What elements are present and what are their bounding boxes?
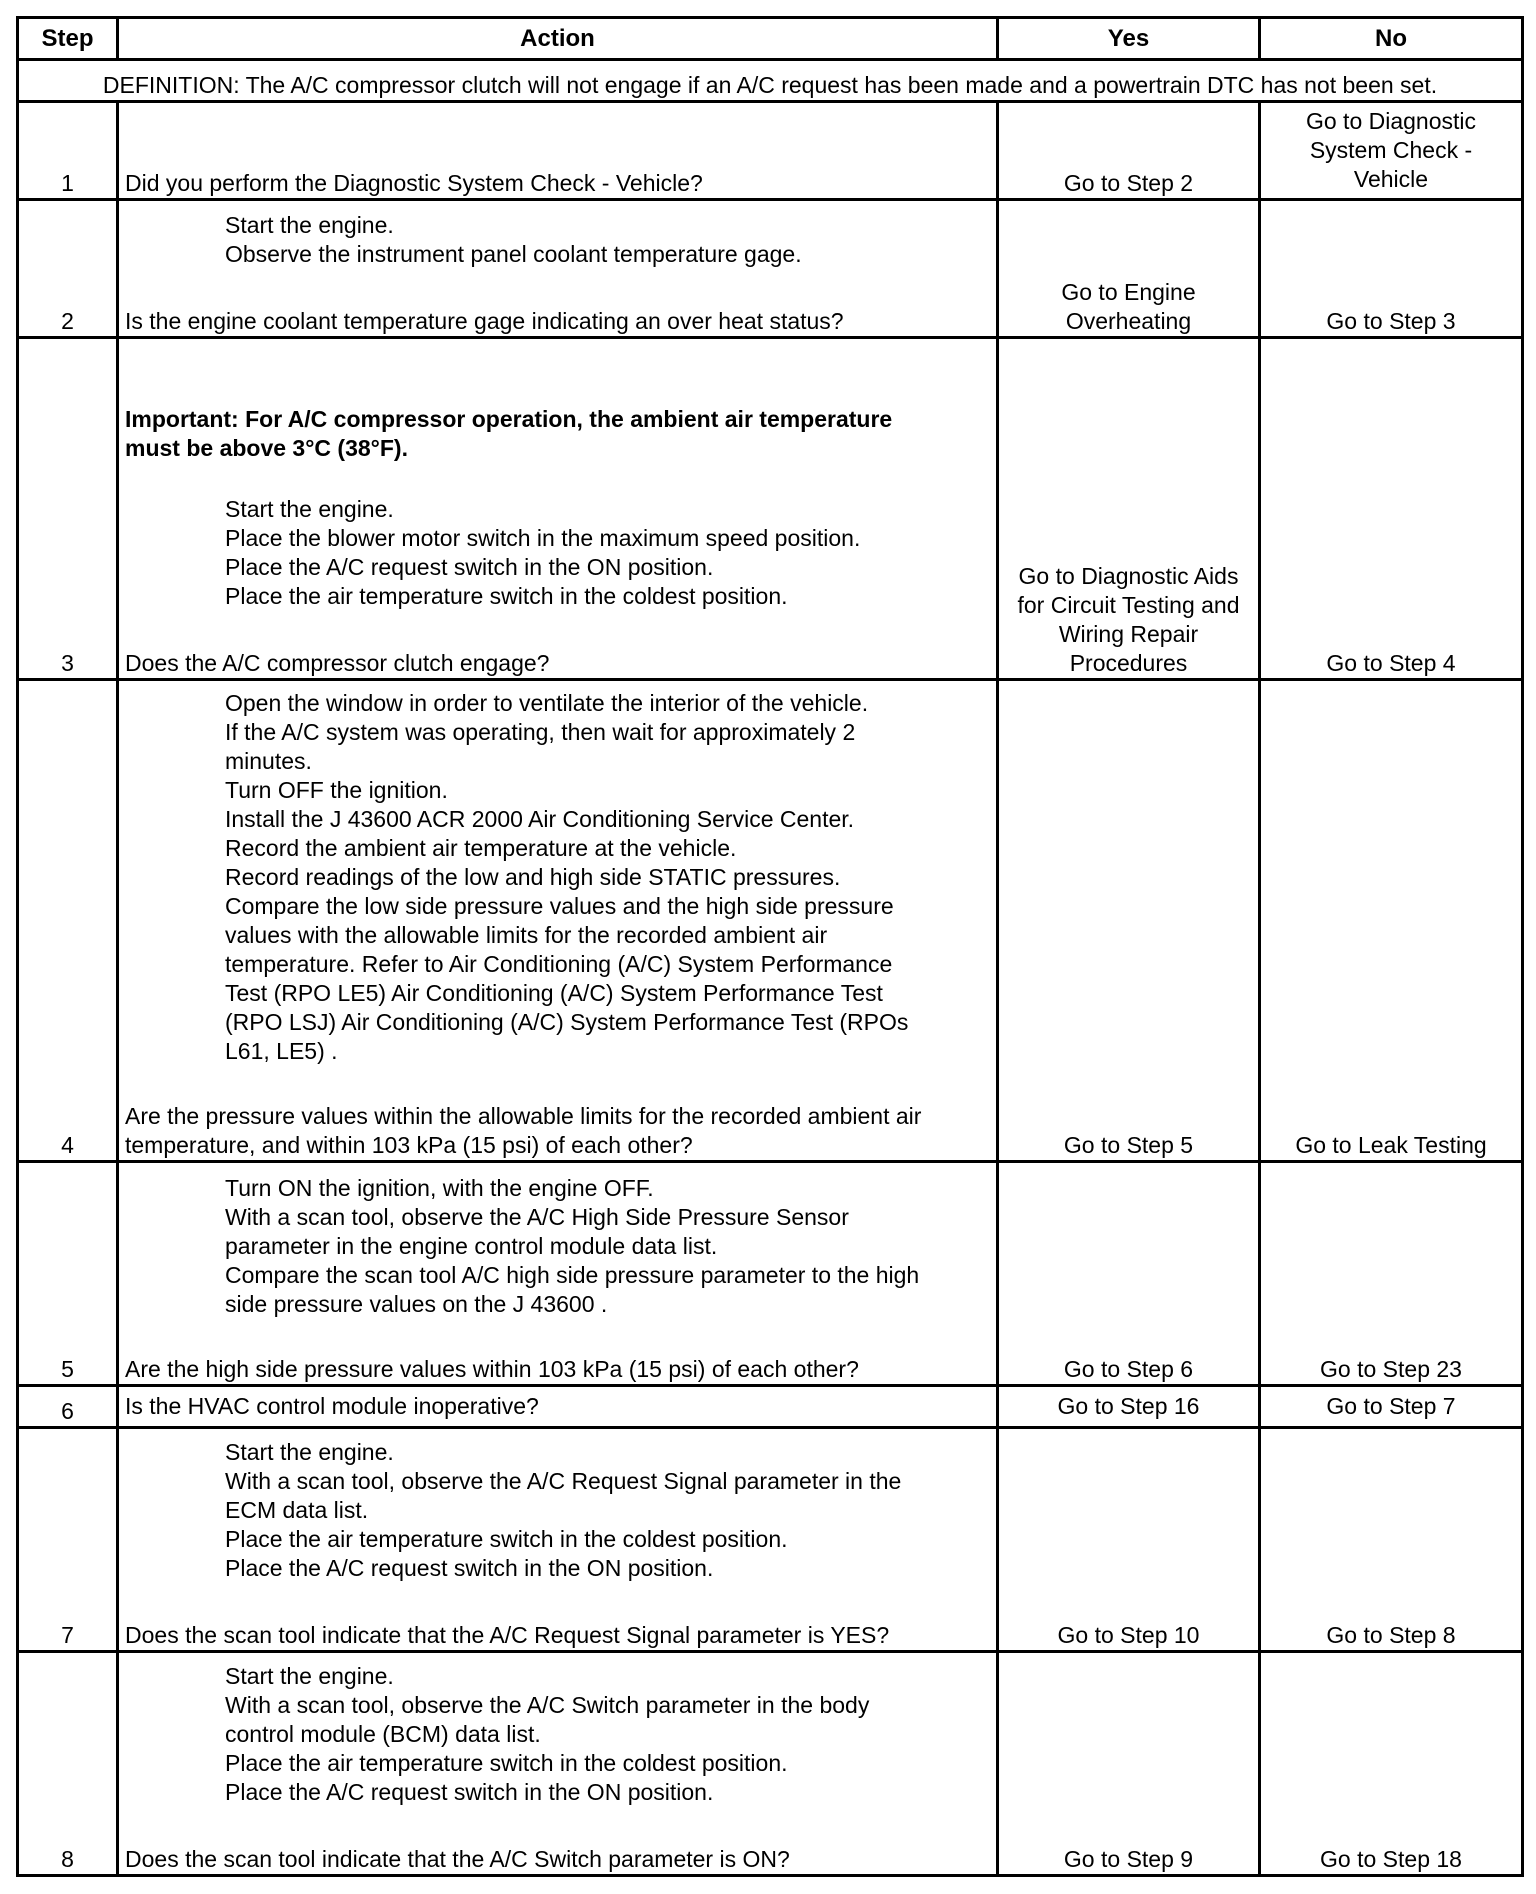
action-cell xyxy=(118,102,998,200)
action-substep: Record readings of the low and high side STATIC pressures. xyxy=(225,864,841,890)
action-substep: Turn OFF the ignition. xyxy=(225,777,448,803)
action-cell xyxy=(118,1428,998,1652)
no-text: Go to Step 4 xyxy=(1326,650,1456,676)
action-substep: Place the blower motor switch in the maximum speed position. xyxy=(225,525,861,551)
step-number: 6 xyxy=(18,1386,118,1428)
table-row xyxy=(18,200,1523,338)
yes-text: Go to Engine Overheating xyxy=(1061,279,1196,334)
no-cell xyxy=(1260,338,1523,680)
action-substep: Start the engine. xyxy=(225,1663,394,1689)
table-row xyxy=(18,1162,1523,1386)
yes-cell xyxy=(998,1428,1260,1652)
action-substep: Start the engine. xyxy=(225,1439,394,1465)
action-cell xyxy=(118,1386,998,1428)
action-question: Does the scan tool indicate that the A/C Switch parameter is ON? xyxy=(125,1846,790,1872)
step-number: 2 xyxy=(18,200,118,338)
definition-row xyxy=(18,60,1523,102)
no-text: Go to Leak Testing xyxy=(1295,1132,1487,1158)
action-substep: With a scan tool, observe the A/C High Side Pressure Sensor parameter in the engine control module data list. xyxy=(225,1204,849,1259)
table-row xyxy=(18,1428,1523,1652)
action-question: Does the A/C compressor clutch engage? xyxy=(125,650,550,676)
yes-text: Go to Step 16 xyxy=(1057,1393,1200,1419)
header-step: Step xyxy=(18,18,118,60)
action-substep: Start the engine. xyxy=(225,212,394,238)
no-cell xyxy=(1260,1652,1523,1876)
no-text: Go to Step 3 xyxy=(1326,308,1456,334)
action-substep: Observe the instrument panel coolant temperature gage. xyxy=(225,241,802,267)
action-cell xyxy=(118,680,998,1162)
yes-cell xyxy=(998,338,1260,680)
header-yes: Yes xyxy=(998,18,1260,60)
action-substep: Compare the scan tool A/C high side pressure parameter to the high side pressure values on the J 43600 . xyxy=(225,1262,920,1317)
no-cell xyxy=(1260,1162,1523,1386)
no-text: Go to Step 18 xyxy=(1320,1846,1462,1872)
action-substep: Place the air temperature switch in the coldest position. xyxy=(225,1526,788,1552)
no-cell xyxy=(1260,1428,1523,1652)
no-cell xyxy=(1260,1386,1523,1428)
step-number: 1 xyxy=(18,102,118,200)
yes-cell xyxy=(998,102,1260,200)
action-substep: Turn ON the ignition, with the engine OFF. xyxy=(225,1175,654,1201)
yes-text: Go to Step 10 xyxy=(1057,1622,1200,1648)
action-substep: Place the air temperature switch in the coldest position. xyxy=(225,583,788,609)
table-row xyxy=(18,680,1523,1162)
action-question: Is the engine coolant temperature gage indicating an over heat status? xyxy=(125,308,844,334)
step-number: 4 xyxy=(18,680,118,1162)
action-substep: Place the A/C request switch in the ON position. xyxy=(225,1779,714,1805)
yes-cell xyxy=(998,1652,1260,1876)
action-question: Are the pressure values within the allowable limits for the recorded ambient air temperature, and within 103 kPa (15 psi) of each other? xyxy=(125,1103,922,1158)
action-question: Is the HVAC control module inoperative? xyxy=(125,1393,539,1419)
step-number: 8 xyxy=(18,1652,118,1876)
yes-text: Go to Step 5 xyxy=(1063,1132,1194,1158)
table-row xyxy=(18,102,1523,200)
diagnostic-table xyxy=(16,16,1524,1877)
action-substep: Install the J 43600 ACR 2000 Air Conditioning Service Center. xyxy=(225,806,855,832)
action-substep: Place the air temperature switch in the coldest position. xyxy=(225,1750,788,1776)
action-substep: Compare the low side pressure values and the high side pressure values with the allowable limits for the recorded ambient air temperature. Refer to Air Conditioning (A/C) System Performance Test (RPO LE5) Air Conditioning (A/C) System Performance Test (RPO LSJ) Air Conditioning (A/C) System Performance Test (RPOs L61, LE5) . xyxy=(225,893,909,1064)
no-text: Go to Diagnostic System Check - Vehicle xyxy=(1305,108,1477,192)
action-question: Did you perform the Diagnostic System Check - Vehicle? xyxy=(125,170,703,196)
header-no: No xyxy=(1260,18,1523,60)
action-cell xyxy=(118,200,998,338)
yes-cell xyxy=(998,200,1260,338)
yes-text: Go to Step 2 xyxy=(1063,170,1194,196)
action-substep: With a scan tool, observe the A/C Request Signal parameter in the ECM data list. xyxy=(225,1468,902,1523)
no-cell xyxy=(1260,200,1523,338)
action-cell xyxy=(118,1652,998,1876)
action-substep: Place the A/C request switch in the ON position. xyxy=(225,1555,714,1581)
step-number: 7 xyxy=(18,1428,118,1652)
action-substep: Record the ambient air temperature at the vehicle. xyxy=(225,835,737,861)
table-row xyxy=(18,338,1523,680)
yes-text: Go to Step 6 xyxy=(1063,1356,1194,1382)
action-substep: Open the window in order to ventilate the interior of the vehicle. xyxy=(225,690,869,716)
yes-cell xyxy=(998,680,1260,1162)
no-text: Go to Step 7 xyxy=(1326,1393,1456,1419)
action-question: Does the scan tool indicate that the A/C Request Signal parameter is YES? xyxy=(125,1622,890,1648)
header-row xyxy=(18,18,1523,60)
table-row xyxy=(18,1652,1523,1876)
yes-text: Go to Diagnostic Aids for Circuit Testing and Wiring Repair Procedures xyxy=(1017,563,1240,676)
action-substep: If the A/C system was operating, then wait for approximately 2 minutes. xyxy=(225,719,856,774)
definition-text: DEFINITION: The A/C compressor clutch will not engage if an A/C request has been made and a powertrain DTC has not been set. xyxy=(18,60,1523,102)
step-number: 3 xyxy=(18,338,118,680)
action-substep: Place the A/C request switch in the ON position. xyxy=(225,554,714,580)
action-substep: Start the engine. xyxy=(225,496,394,522)
important-note: Important: For A/C compressor operation, the ambient air temperature must be above 3°C (38°F). xyxy=(125,406,893,461)
yes-text: Go to Step 9 xyxy=(1063,1846,1194,1872)
action-question: Are the high side pressure values within 103 kPa (15 psi) of each other? xyxy=(125,1356,859,1382)
header-action: Action xyxy=(118,18,998,60)
no-cell xyxy=(1260,680,1523,1162)
no-text: Go to Step 23 xyxy=(1320,1356,1462,1382)
action-cell xyxy=(118,1162,998,1386)
action-substep: With a scan tool, observe the A/C Switch parameter in the body control module (BCM) data list. xyxy=(225,1692,870,1747)
step-number: 5 xyxy=(18,1162,118,1386)
no-text: Go to Step 8 xyxy=(1326,1622,1456,1648)
no-cell xyxy=(1260,102,1523,200)
yes-cell xyxy=(998,1162,1260,1386)
action-cell xyxy=(118,338,998,680)
table-row xyxy=(18,1386,1523,1428)
yes-cell xyxy=(998,1386,1260,1428)
